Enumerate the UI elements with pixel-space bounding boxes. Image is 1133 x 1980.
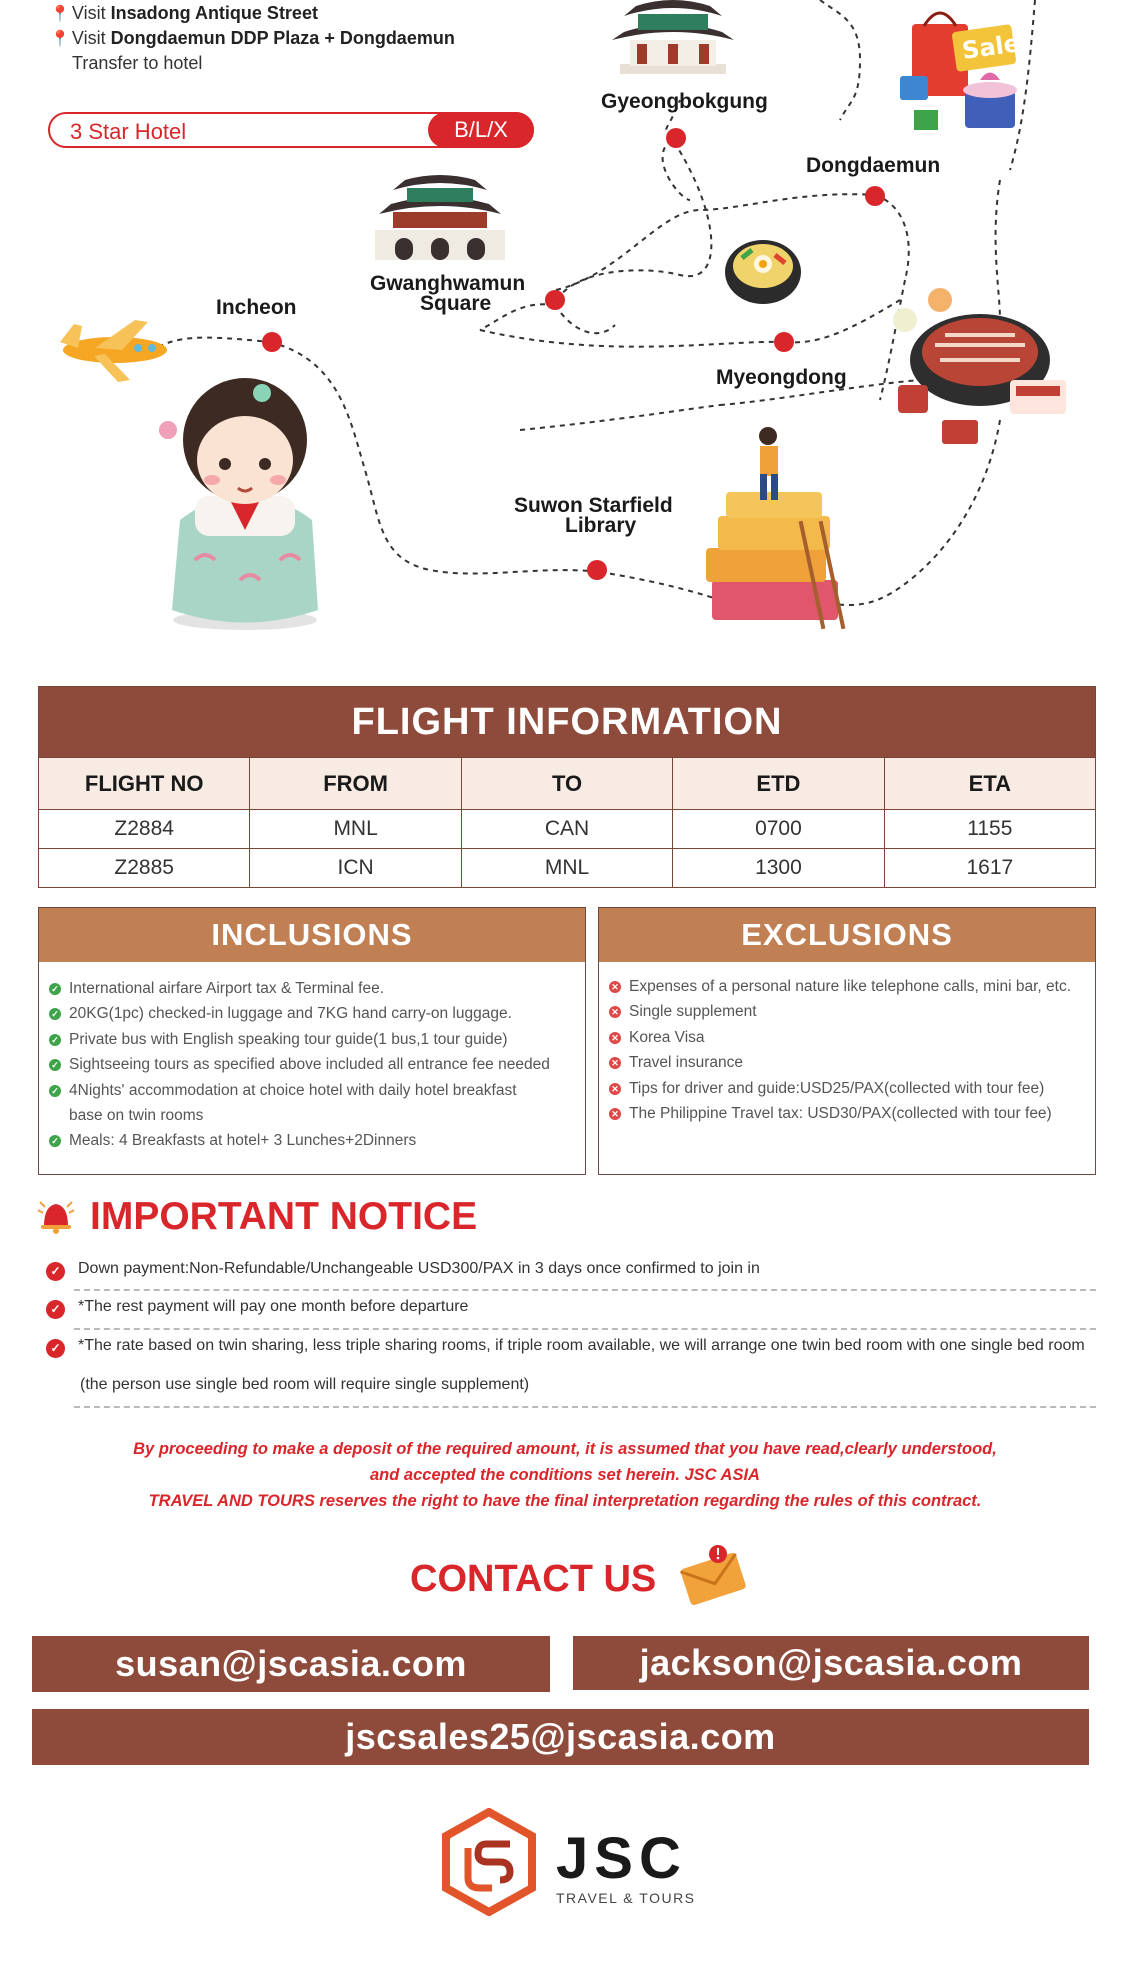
list-item: ✓ Private bus with English speaking tour guide(1 bus,1 tour guide) <box>49 1027 575 1052</box>
cross-icon: ✕ <box>609 1083 621 1095</box>
list-item: ✓ International airfare Airport tax & Terminal fee. <box>49 976 575 1001</box>
check-icon: ✓ <box>46 1339 65 1358</box>
envelope-icon <box>678 1540 748 1606</box>
to-cell: CAN <box>461 810 672 848</box>
contact-title: CONTACT US <box>410 1558 657 1600</box>
check-icon: ✓ <box>49 983 61 995</box>
gyeongbokgung-dot <box>666 128 686 148</box>
inclusions-box <box>38 907 586 1175</box>
list-item: ✕ Single supplement <box>609 999 1085 1024</box>
logo-name: JSC <box>556 1826 687 1891</box>
cross-icon: ✕ <box>609 1006 621 1018</box>
col-from: FROM <box>249 758 460 809</box>
divider <box>74 1406 1096 1408</box>
list-item: ✕ Korea Visa <box>609 1025 1085 1050</box>
exclusions-title: EXCLUSIONS <box>599 908 1095 962</box>
incheon-dot <box>262 332 282 352</box>
email-jackson[interactable]: jackson@jscasia.com <box>573 1636 1089 1690</box>
check-icon: ✓ <box>49 1135 61 1147</box>
route-map <box>0 0 1133 670</box>
eta-cell: 1155 <box>884 810 1095 848</box>
bbq-icon <box>893 288 1066 444</box>
svg-text:Sale: Sale <box>960 29 1022 65</box>
col-to: TO <box>461 758 672 809</box>
visit-line-2: 📍 Visit Dongdaemun DDP Plaza + Dongdaemun <box>50 28 455 48</box>
map-pin-icon: 📍 <box>50 31 70 48</box>
inclusions-title: INCLUSIONS <box>39 908 585 962</box>
hanbok-girl-illustration <box>159 378 318 630</box>
jsc-logo-icon <box>440 1808 538 1916</box>
col-eta: ETA <box>884 758 1095 809</box>
exclusions-list <box>599 962 1095 1126</box>
airplane-icon <box>60 320 167 382</box>
meal-badge: B/L/X <box>428 112 534 148</box>
cross-icon: ✕ <box>609 981 621 993</box>
suwon-label-2: Library <box>565 514 637 537</box>
table-row <box>39 848 1095 887</box>
suwon-dot <box>587 560 607 580</box>
check-icon: ✓ <box>46 1300 65 1319</box>
cross-icon: ✕ <box>609 1032 621 1044</box>
to-cell: MNL <box>461 849 672 887</box>
suwon-label-1: Suwon Starfield <box>514 494 673 517</box>
divider <box>74 1289 1096 1291</box>
bell-icon <box>36 1196 76 1236</box>
flight-no-cell: Z2885 <box>114 856 174 879</box>
exclusions-box <box>598 907 1096 1175</box>
cross-icon: ✕ <box>609 1108 621 1120</box>
books-icon <box>706 427 845 629</box>
list-item: ✕ Travel insurance <box>609 1050 1085 1075</box>
gyeongbokgung-label: Gyeongbokgung <box>601 90 768 113</box>
etd-cell: 0700 <box>672 810 883 848</box>
list-item: ✓ Meals: 4 Breakfasts at hotel+ 3 Lunches+2Dinners <box>49 1128 575 1153</box>
email-jscsales[interactable]: jscsales25@jscasia.com <box>32 1709 1089 1765</box>
gwanghwamun-label-1: Gwanghwamun <box>370 272 526 295</box>
check-icon: ✓ <box>49 1034 61 1046</box>
check-icon: ✓ <box>49 1059 61 1071</box>
map-pin-icon: 📍 <box>50 6 70 23</box>
transfer-line: Transfer to hotel <box>72 53 203 73</box>
list-item: ✓ Sightseeing tours as specified above included all entrance fee needed <box>49 1052 575 1077</box>
palace-icon <box>612 0 734 74</box>
col-etd: ETD <box>672 758 883 809</box>
myeongdong-dot <box>774 332 794 352</box>
notice-continuation: (the person use single bed room will require single supplement) <box>80 1376 530 1393</box>
bibimbap-icon <box>725 240 801 304</box>
inclusions-list <box>39 962 585 1154</box>
notice-title: IMPORTANT NOTICE <box>90 1195 478 1238</box>
eta-cell: 1617 <box>884 849 1095 887</box>
logo-tagline: TRAVEL & TOURS <box>556 1890 696 1906</box>
etd-cell: 1300 <box>672 849 883 887</box>
check-icon: ✓ <box>49 1085 61 1097</box>
cross-icon: ✕ <box>609 1057 621 1069</box>
palace-icon <box>375 175 505 260</box>
incheon-label: Incheon <box>216 296 297 319</box>
flight-no-cell: Z2884 <box>114 817 174 840</box>
list-item: ✕ Expenses of a personal nature like telephone calls, mini bar, etc. <box>609 974 1085 999</box>
check-icon: ✓ <box>46 1262 65 1281</box>
disclaimer: By proceeding to make a deposit of the required amount, it is assumed that you have read,clearly understood, and accepted the conditions set herein. JSC ASIA TRAVEL AND TOURS reserves the right to have the final interpretation regarding the rules of this contract. <box>133 1440 997 1510</box>
list-item: ✓ 20KG(1pc) checked-in luggage and 7KG hand carry-on luggage. <box>49 1001 575 1026</box>
hotel-name: 3 Star Hotel <box>70 119 187 144</box>
list-item: ✓ 4Nights' accommodation at choice hotel with daily hotel breakfast base on twin rooms <box>49 1078 575 1129</box>
myeongdong-label: Myeongdong <box>716 366 847 389</box>
flight-title: FLIGHT INFORMATION <box>39 687 1095 757</box>
from-cell: ICN <box>249 849 460 887</box>
gwanghwamun-dot <box>545 290 565 310</box>
dongdaemun-label: Dongdaemun <box>806 154 941 177</box>
dongdaemun-dot <box>865 186 885 206</box>
divider <box>74 1328 1096 1330</box>
from-cell: MNL <box>249 810 460 848</box>
list-item: ✕ The Philippine Travel tax: USD30/PAX(collected with tour fee) <box>609 1101 1085 1126</box>
flight-header-row <box>39 757 1095 809</box>
gwanghwamun-label-2: Square <box>420 292 492 315</box>
visit-line-1: 📍 Visit Insadong Antique Street <box>50 3 318 23</box>
list-item: ✕ Tips for driver and guide:USD25/PAX(collected with tour fee) <box>609 1076 1085 1101</box>
col-flight-no: FLIGHT NO <box>84 770 204 796</box>
email-susan[interactable]: susan@jscasia.com <box>32 1636 550 1692</box>
check-icon: ✓ <box>49 1008 61 1020</box>
flight-table <box>38 686 1096 888</box>
table-row <box>39 809 1095 848</box>
